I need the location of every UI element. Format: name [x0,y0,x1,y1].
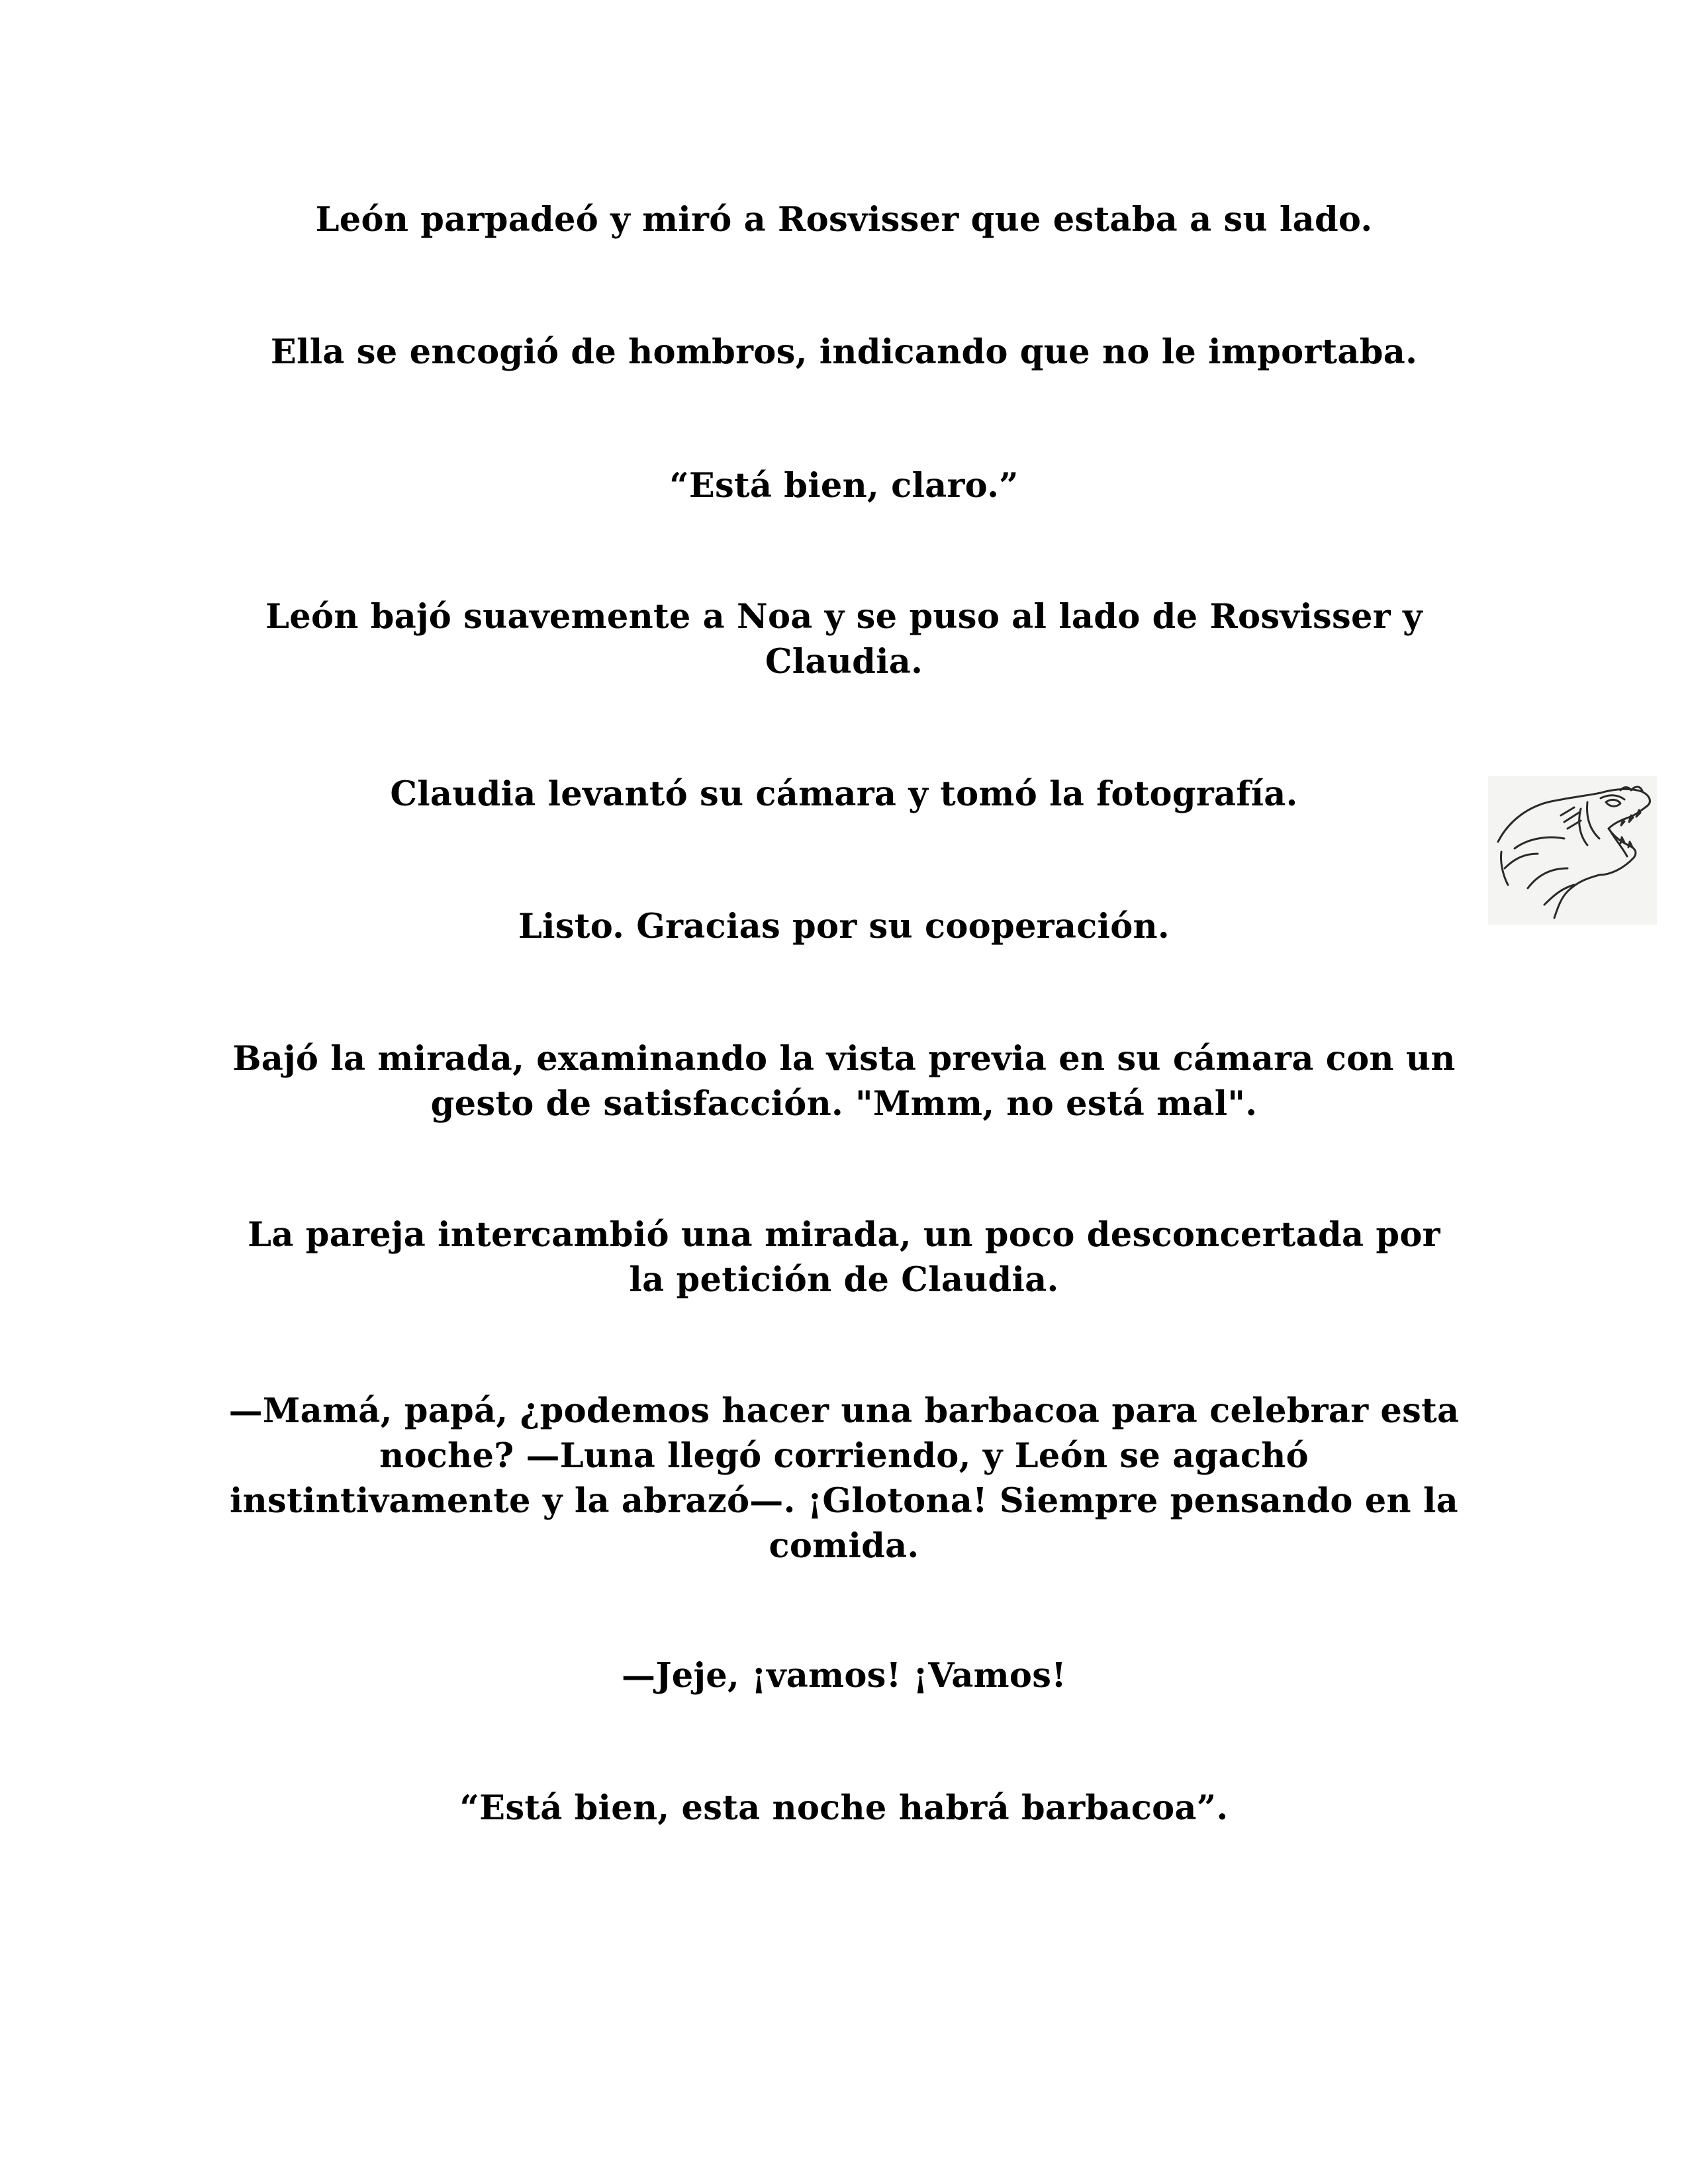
paragraph-9: —Mamá, papá, ¿podemos hacer una barbacoa para celebrar esta noche? —Luna llegó corriendo, y León se agachó instintivamente y la abrazó—. ¡Glotona! Siempre pensando en la comida. [228,1391,1460,1566]
paragraph-8: La pareja intercambió una mirada, un poco desconcertada por la petición de Claudia. [248,1215,1440,1300]
paragraph-6: Listo. Gracias por su cooperación. [518,907,1170,946]
paragraph-10: —Jeje, ¡vamos! ¡Vamos! [622,1656,1066,1696]
paragraph-11: “Está bien, esta noche habrá barbacoa”. [459,1788,1229,1828]
paragraph-1: León parpadeó y miró a Rosvisser que estaba a su lado. [315,200,1373,240]
paragraph-4: León bajó suavemente a Noa y se puso al lado de Rosvisser y Claudia. [265,597,1423,682]
paragraph-5: Claudia levantó su cámara y tomó la fotografía. [390,774,1298,814]
paragraph-3: “Está bien, claro.” [669,466,1019,506]
paragraph-7: Bajó la mirada, examinando la vista previa en su cámara con un gesto de satisfacción. "Mmm, no está mal". [232,1039,1456,1124]
dinosaur-head-sketch-icon [1488,776,1657,925]
paragraph-2: Ella se encogió de hombros, indicando que no le importaba. [270,332,1418,372]
